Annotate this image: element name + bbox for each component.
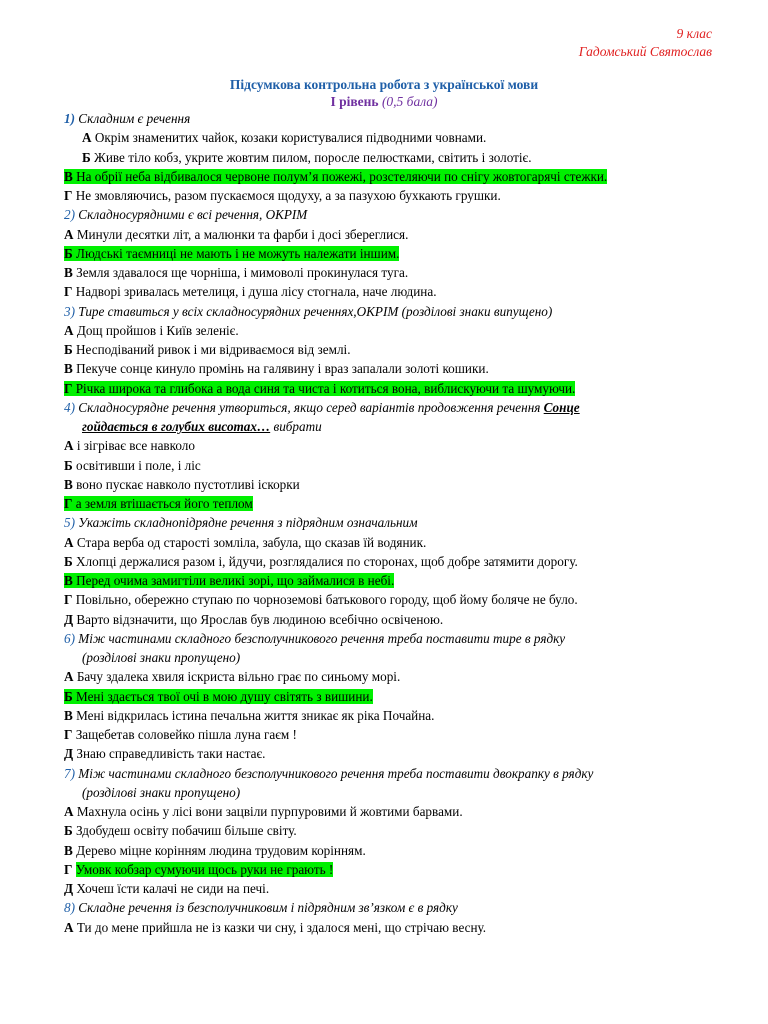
answer-text: Минули десятки літ, а малюнки та фарби і досі збереглися.: [73, 226, 409, 242]
answer-letter: Б: [64, 457, 73, 473]
question-text: (розділові знаки пропущено): [82, 784, 241, 800]
answer-body: [64, 612, 443, 627]
question-line: [64, 898, 714, 917]
answer-option: [64, 379, 714, 398]
answer-body: [64, 361, 489, 376]
question-text: Складносурядними є всі речення, ОКРІМ: [78, 207, 308, 223]
underlined-phrase: Сонце: [543, 399, 580, 415]
answer-letter: Г: [64, 188, 73, 203]
answer-letter: В: [64, 842, 73, 858]
answer-option: [64, 552, 714, 571]
answer-text: Здобудеш освіту побачиш більше світу.: [72, 823, 297, 839]
answer-text: а земля втішається його теплом: [72, 496, 253, 511]
answer-letter: В: [64, 573, 73, 588]
answer-option: [64, 494, 714, 513]
answer-option: [64, 456, 714, 475]
answer-body: [64, 323, 239, 338]
question-text: (розділові знаки пропущено): [82, 650, 241, 665]
answer-text: Людські таємниці не мають і не можуть належати іншим.: [72, 245, 400, 261]
answer-body: [64, 535, 426, 550]
question-line: [64, 109, 714, 128]
answer-option: [64, 725, 714, 744]
answer-option: [64, 436, 714, 455]
answer-option: [64, 667, 714, 686]
question-number: 6): [64, 630, 75, 646]
question-line: [64, 629, 714, 648]
question-line: [64, 398, 714, 417]
answer-text: Хочеш їсти калачі не сиди на печі.: [73, 881, 270, 896]
answer-body: [64, 708, 434, 723]
answer-option: [64, 841, 714, 860]
answer-body: [64, 458, 201, 473]
answer-body: [64, 727, 297, 742]
answer-text: Махнула осінь у лісі вони зацвіли пурпуровими й жовтими барвами.: [73, 804, 463, 819]
answer-letter: А: [64, 438, 74, 454]
answer-option: [64, 533, 714, 552]
grade-label: 9 клас: [676, 26, 712, 41]
answer-text: Повільно, обережно ступаю по чорноземові батькового городу, щоб йому боляче не було.: [72, 592, 578, 608]
answer-body: [64, 746, 265, 761]
answer-option: [64, 918, 714, 937]
answer-letter: Б: [64, 553, 73, 569]
answer-text: Перед очима замигтіли великі зорі, що займалися в небі.: [72, 573, 395, 588]
answer-option: [64, 321, 714, 340]
question-line-continued: [64, 417, 714, 436]
answer-text: На обрії неба відбивалося червоне полум’я пожежі, розстеляючи по снігу жовтогарячі стежки.: [72, 168, 608, 184]
answer-option: [64, 128, 714, 147]
answer-option: [64, 687, 714, 706]
answer-letter: Г: [64, 727, 73, 742]
answer-text: Земля здавалося ще чорніша, і мимоволі прокинулася туга.: [72, 265, 409, 280]
answer-option: [64, 802, 714, 821]
answer-option: [64, 879, 714, 898]
answer-option: [64, 244, 714, 263]
answer-letter: В: [64, 476, 73, 492]
answer-text: Окрім знаменитих чайок, козаки користувалися підводними човнами.: [91, 130, 487, 146]
answer-letter: Г: [64, 284, 73, 300]
answer-letter: Г: [64, 592, 73, 608]
question-number: 3): [64, 303, 75, 319]
answer-text: Живе тіло кобз, укрите жовтим пилом, поросле пелюстками, світить і золотіє.: [90, 149, 532, 165]
answer-body: [64, 920, 486, 935]
question-text: вибрати: [270, 419, 322, 434]
answer-option: [64, 860, 714, 879]
answer-text: і зігріває все навколо: [73, 438, 195, 454]
answer-option: [64, 590, 714, 609]
answer-letter: В: [64, 361, 73, 377]
answer-body: [64, 862, 333, 877]
answer-body: [64, 669, 400, 684]
question-text: Укажіть складнопідрядне речення з підрядним означальним: [78, 515, 418, 531]
question-line: [64, 205, 714, 224]
answer-body: [64, 843, 366, 858]
answer-letter: А: [64, 669, 74, 685]
answer-text: Несподіваний ривок і ми відриваємося від землі.: [72, 342, 351, 357]
answer-option: [64, 282, 714, 301]
answer-option: [64, 571, 714, 590]
question-text: Складносурядне речення утвориться, якщо серед варіантів продовження речення: [78, 399, 544, 415]
highlighted-answer: [64, 169, 607, 184]
answer-text: Мені здається твої очі в мою душу світять з вишини.: [72, 688, 373, 704]
question-text: Тире ставиться у всіх складносурядних реченнях,ОКРІМ (розділові знаки випущено): [78, 303, 553, 319]
level-points: (0,5 бала): [381, 94, 438, 109]
answer-letter: А: [64, 322, 74, 338]
answer-letter: Д: [64, 611, 74, 627]
answer-body: [64, 265, 408, 280]
highlighted-answer: [64, 573, 394, 588]
answer-option: [64, 744, 714, 763]
page-title: Підсумкова контрольна робота з української мови: [229, 77, 539, 92]
answer-option: [64, 186, 714, 205]
test-content: [64, 109, 714, 937]
question-number: 4): [64, 399, 75, 415]
question-number: 5): [64, 515, 75, 531]
answer-option: [64, 821, 714, 840]
answer-body: [64, 881, 269, 896]
answer-letter: Г: [64, 380, 73, 396]
answer-option: [64, 706, 714, 725]
answer-body: [64, 804, 463, 819]
author-name: Гадомський Святослав: [578, 44, 712, 59]
answer-letter: Б: [64, 342, 73, 357]
answer-body: [64, 188, 501, 203]
answer-letter: В: [64, 707, 73, 723]
answer-text: Надворі зривалась метелиця, і душа лісу стогнала, наче людина.: [72, 284, 437, 300]
question-text: Складним є речення: [78, 111, 191, 126]
answer-letter: А: [82, 130, 92, 146]
answer-letter: Б: [64, 688, 73, 704]
answer-text: освітивши і поле, і ліс: [72, 457, 201, 473]
answer-text: воно пускає навколо пустотливі іскорки: [72, 476, 300, 492]
answer-text: Ти до мене прийшла не із казки чи сну, і здалося мені, що стрічаю весну.: [73, 919, 487, 935]
answer-text: Річка широка та глибока а вода синя та чиста і котиться вона, виблискуючи та шумуючи.: [72, 380, 576, 396]
answer-option: [64, 475, 714, 494]
answer-letter: Б: [64, 245, 73, 261]
answer-option: [64, 263, 714, 282]
answer-letter: А: [64, 919, 74, 935]
highlighted-answer-text: Умовк кобзар сумуючи щось руки не грають !: [75, 861, 334, 877]
answer-letter: Г: [64, 496, 73, 511]
answer-option: [64, 167, 714, 186]
answer-letter: Б: [82, 149, 91, 165]
answer-option: [64, 359, 714, 378]
highlighted-answer: [64, 496, 253, 511]
answer-text: Стара верба од старості зомліла, забула, що сказав їй водяник.: [73, 534, 427, 550]
question-line-continued: [64, 648, 714, 667]
question-line: [64, 302, 714, 321]
answer-option: [64, 225, 714, 244]
answer-text: Хлопці держалися разом і, йдучи, розглядалися по сторонах, щоб добре затямити дорогу.: [72, 553, 578, 569]
answer-text: Не змовляючись, разом пускаємося щодуху, а за пазухою бухкають грушки.: [72, 188, 501, 203]
highlighted-answer: [64, 381, 575, 396]
level-label: І рівень: [330, 94, 379, 109]
highlighted-answer: [64, 689, 373, 704]
answer-body: [64, 823, 297, 838]
answer-letter: А: [64, 804, 74, 819]
highlighted-answer: [64, 246, 399, 261]
question-text: Між частинами складного безсполучникового речення треба поставити двокрапку в рядку: [78, 765, 594, 781]
answer-text: Мені відкрилась істина печальна життя зникає як ріка Почайна.: [72, 707, 435, 723]
answer-letter: В: [64, 168, 73, 184]
answer-letter: Б: [64, 823, 73, 839]
question-text: Між частинами складного безсполучникового речення треба поставити тире в рядку: [78, 630, 566, 646]
answer-letter: А: [64, 534, 74, 550]
answer-body: [82, 150, 532, 165]
answer-option: [64, 610, 714, 629]
answer-body: [64, 592, 578, 607]
level-heading: [0, 93, 768, 110]
underlined-phrase: гойдається в голубих висотах…: [82, 419, 271, 434]
question-number: 8): [64, 900, 75, 916]
question-number: 7): [64, 765, 75, 781]
answer-body: [64, 284, 437, 299]
answer-body: [64, 438, 195, 453]
answer-body: [82, 130, 486, 145]
answer-letter: В: [64, 265, 73, 280]
answer-text: Бачу здалека хвиля іскриста вільно грає по синьому морі.: [73, 669, 401, 685]
answer-letter: А: [64, 226, 74, 242]
answer-text: Защебетав соловейко пішла луна гаєм !: [72, 727, 297, 742]
answer-text: Пекуче сонце кинуло промінь на галявину і враз запалали золоті кошики.: [72, 361, 489, 377]
answer-body: [64, 554, 578, 569]
answer-letter: Г: [64, 861, 73, 877]
answer-letter: Д: [64, 881, 74, 896]
question-number: 1): [64, 111, 75, 126]
question-line: [64, 513, 714, 532]
answer-body: [64, 477, 300, 492]
answer-text: Варто відзначити, що Ярослав був людиною всебічно освіченою.: [73, 611, 444, 627]
question-line: [64, 764, 714, 783]
answer-letter: Д: [64, 746, 74, 762]
question-line-continued: [64, 783, 714, 802]
header-right: [579, 25, 712, 61]
answer-text: Дерево міцне корінням людина трудовим корінням.: [72, 842, 366, 858]
question-number: 2): [64, 207, 75, 223]
answer-text: Дощ пройшов і Київ зеленіє.: [73, 322, 239, 338]
question-text: Складне речення із безсполучниковим і підрядним зв’язком є в рядку: [78, 900, 458, 916]
answer-option: [64, 340, 714, 359]
answer-option: [64, 148, 714, 167]
answer-text: Знаю справедливість таки настає.: [73, 746, 266, 762]
answer-body: [64, 342, 351, 357]
answer-body: [64, 227, 408, 242]
